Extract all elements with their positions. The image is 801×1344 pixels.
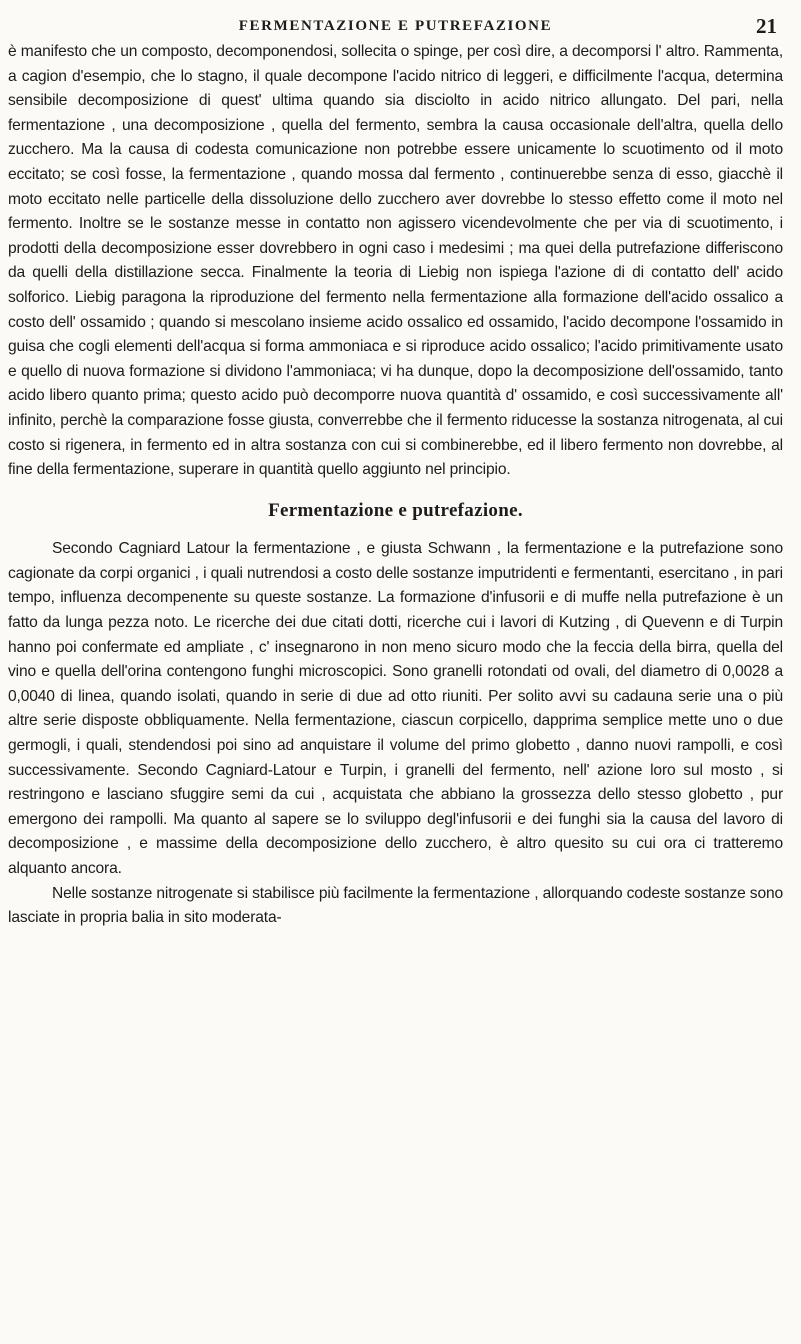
paragraph-oxamide-theory: è manifesto che un composto, decomponendosi, sollecita o spinge, per così dire, a decomporsi l' altro. Rammenta, a cagion d'esempio, che lo stagno, il quale decompone l'acido nitrico di leggeri, e difficilmente l'acqua, determina sensibile decomposizione di quest' ultima quando sia disciolto in acido nitrico allungato. Del pari, nella fermentazione , una decomposizione , quella del fermento, sembra la causa occasionale dell'altra, quella dello zucchero. Ma la causa di codesta comunicazione non potrebbe essere unicamente lo scuotimento od il moto eccitato; se così fosse, la fermentazione , quando mossa dal fermento , continuerebbe senza di esso, giacchè il moto eccitato nelle particelle della dissoluzione dello zucchero aver dovrebbe lo stesso effetto come il moto nel fermento. Inoltre se le sostanze messe in contatto non agissero vicendevolmente che per via di scuotimento, i prodotti della decomposizione esser dovrebbero in ogni caso i medesimi ; ma quei della putrefazione differiscono da quelli della distillazione secca. Finalmente la teoria di Liebig non ispiega l'azione di di contatto dell' acido solforico. Liebig paragona la riproduzione del fermento nella fermentazione alla formazione dell'acido ossalico a costo dell' ossamido ; quando si mescolano insieme acido ossalico ed ossamido, l'acido decompone l'ossamido in guisa che cogli elementi dell'acqua si forma ammoniaca e si riproduce acido ossalico; l'acido primitivamente usato e quello di nuova formazione si dividono l'ammoniaca; vi ha dunque, dopo la decomposizione dell'ossamido, tanto acido libero quanto prima; questo acido può decomporre nuova quantità d' ossamido, e così successivamente all' infinito, perchè la comparazione fosse giusta, converrebbe che il fermento riducesse la sostanza nitrogenata, al cui costo si rigenera, in fermento ed in altra sostanza con cui si combinerebbe, ed il libero fermento non dovrebbe, al fine della fermentazione, superare in quantità quello aggiunto nel principio. (8, 43, 783, 479)
paragraph-microorganisms: Secondo Cagniard Latour la fermentazione , e giusta Schwann , la fermentazione e la putrefazione sono cagionate da corpi organici , i quali nutrendosi a costo delle sostanze imputridenti e fermentanti, esercitano , in pari tempo, influenza decompenente su queste sostanze. La formazione d'infusorii e di muffe nella putrefazione è un fatto da lunga pezza noto. Le ricerche dei due citati dotti, ricerche cui i lavori di Kutzing , di Quevenn e di Turpin hanno poi confermate ed ampliate , c' insegnarono in non meno sicuro modo che la feccia della birra, quella del vino e quella dell'orina contengono funghi microscopici. Sono granelli rotondati od ovali, del diametro di 0,0028 a 0,0040 di linea, quando isolati, quando in serie di due ad otto riuniti. Per solito avvi su cadauna serie una o più altre serie disposte obbliquamente. Nella fermentazione, ciascun corpicello, dapprima semplice mette uno o due germogli, i quali, stendendosi poi sino ad anquistare il volume del primo globetto , danno nuovi rampolli, e così successivamente. Secondo Cagniard-Latour e Turpin, i granelli del fermento, nell' azione loro sul mosto , si restringono e lasciano sfuggire semi da cui , acquistata che abbiano la grossezza dello stesso globetto , pur emergono dei rampolli. Ma quanto al sapere se lo sviluppo degl'infusorii e dei funghi sia la causa del lavoro di decomposizione , e massime della decomposizione dello zucchero, è altro quesito su cui ora ci tratteremo alquanto ancora. (8, 540, 783, 877)
page-number: 21 (756, 14, 777, 38)
running-head (8, 14, 783, 40)
section-heading: Fermentazione e putrefazione. (268, 499, 523, 521)
paragraph-nitrogenous-substances: Nelle sostanze nitrogenate si stabilisce più facilmente la fermentazione , allorquando codeste sostanze sono lasciate in propria balia in sito moderata- (8, 884, 784, 927)
body-text (8, 40, 783, 931)
running-title: FERMENTAZIONE E PUTREFAZIONE (238, 18, 553, 34)
